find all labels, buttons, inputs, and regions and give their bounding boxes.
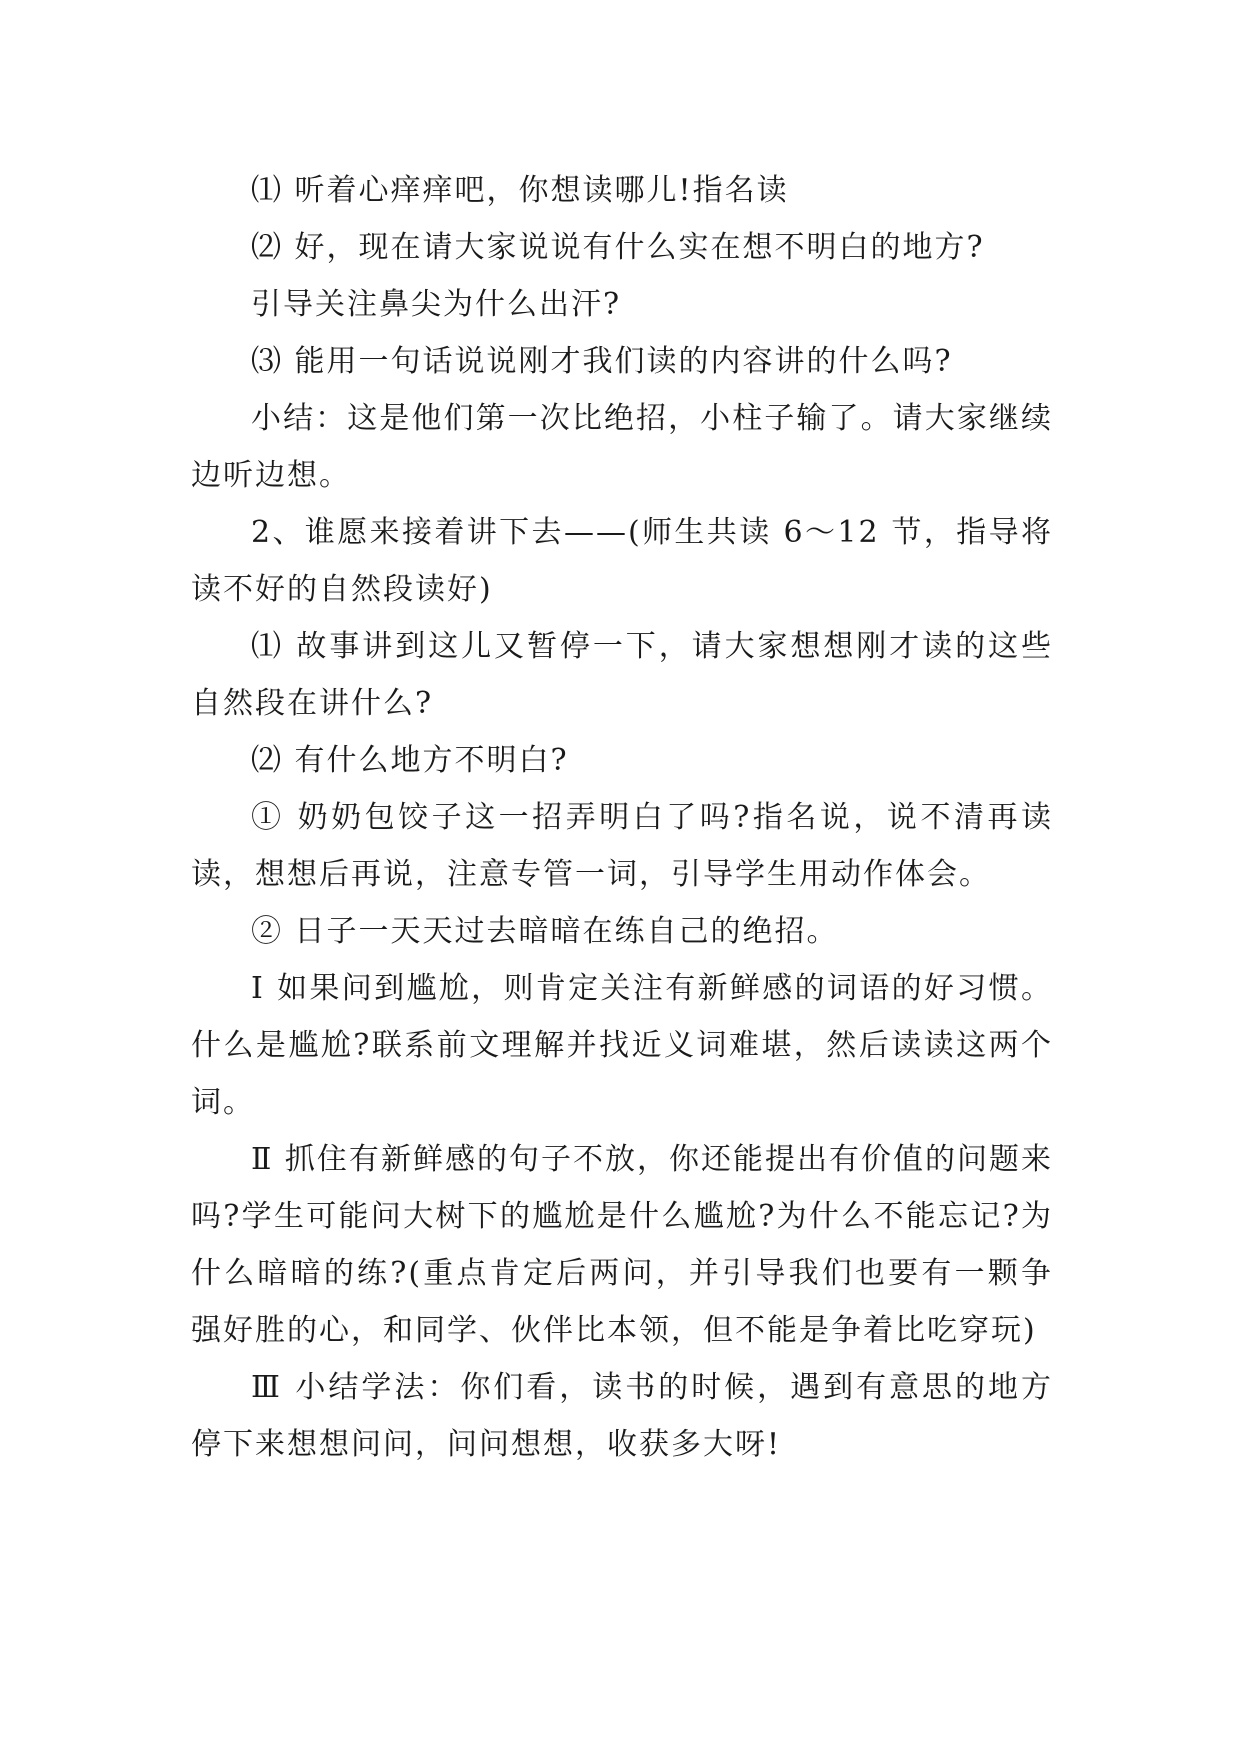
paragraph-12: Ⅱ 抓住有新鲜感的句子不放，你还能提出有价值的问题来吗?学生可能问大树下的尴尬是什么尴尬?为什么不能忘记?为什么暗暗的练?(重点肯定后两问，并引导我们也要有一颗争强好胜的心，和同学、伙伴比本领，但不能是争着比吃穿玩) — [191, 1142, 1053, 1348]
paragraph-8: ⑵ 有什么地方不明白? — [251, 743, 569, 778]
paragraph-13: Ⅲ 小结学法：你们看，读书的时候，遇到有意思的地方停下来想想问问，问问想想，收获多大呀! — [191, 1370, 1053, 1462]
paragraph-1: ⑴ 听着心痒痒吧，你想读哪儿!指名读 — [251, 173, 789, 208]
paragraph-2: ⑵ 好，现在请大家说说有什么实在想不明白的地方? — [251, 230, 985, 265]
paragraph-3: 引导关注鼻尖为什么出汗? — [251, 287, 622, 322]
paragraph-4: ⑶ 能用一句话说说刚才我们读的内容讲的什么吗? — [251, 344, 953, 379]
paragraph-11: Ⅰ 如果问到尴尬，则肯定关注有新鲜感的词语的好习惯。什么是尴尬?联系前文理解并找近义词难堪，然后读读这两个词。 — [191, 971, 1053, 1120]
paragraph-6: 2、谁愿来接着讲下去——(师生共读 6～12 节，指导将读不好的自然段读好) — [191, 515, 1053, 607]
paragraph-7: ⑴ 故事讲到这儿又暂停一下，请大家想想刚才读的这些自然段在讲什么? — [191, 629, 1053, 721]
document-body — [191, 162, 1053, 1473]
paragraph-10: ② 日子一天天过去暗暗在练自己的绝招。 — [251, 914, 839, 949]
paragraph-5: 小结：这是他们第一次比绝招，小柱子输了。请大家继续边听边想。 — [191, 401, 1053, 493]
paragraph-9: ① 奶奶包饺子这一招弄明白了吗?指名说，说不清再读读，想想后再说，注意专管一词，引导学生用动作体会。 — [191, 800, 1053, 892]
